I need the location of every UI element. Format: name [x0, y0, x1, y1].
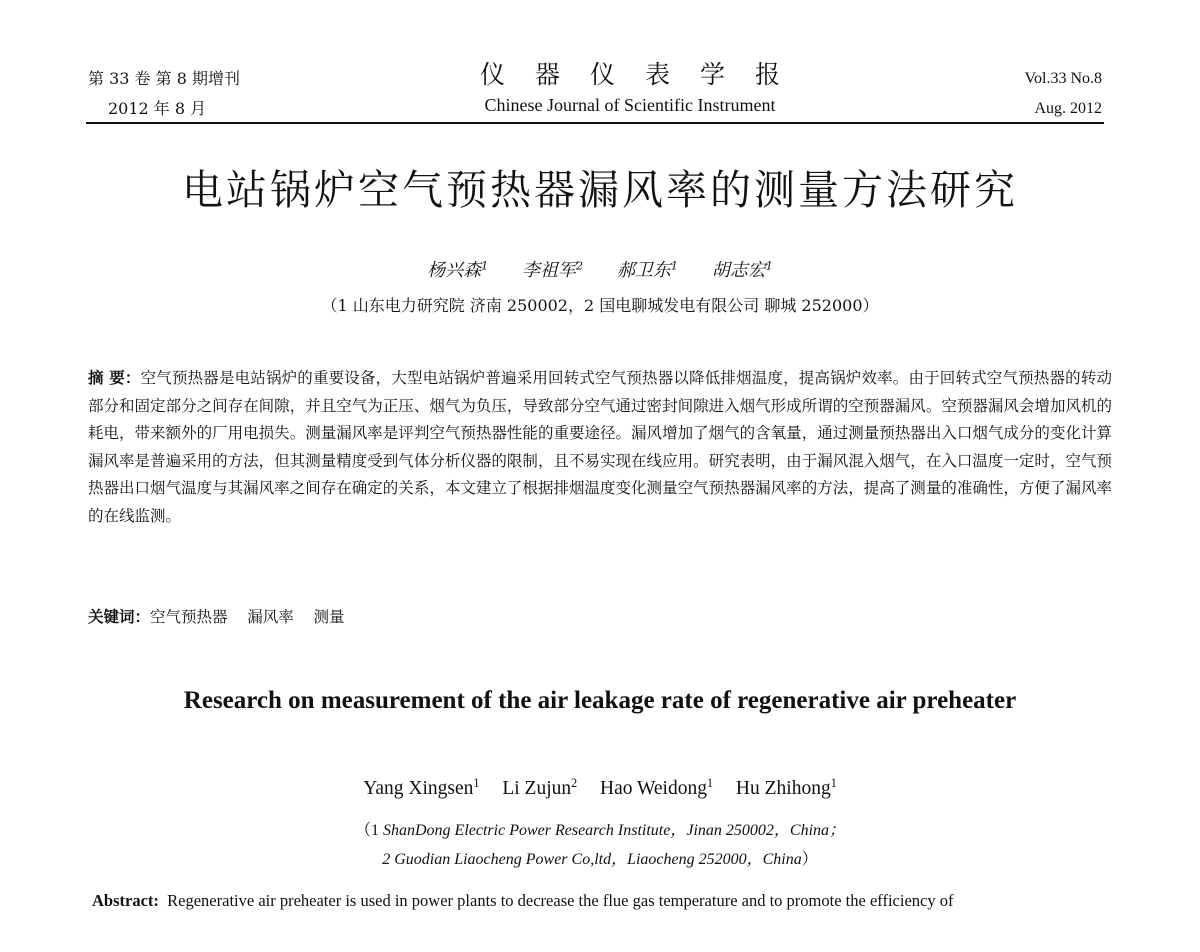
- abstract-cn-text: 空气预热器是电站锅炉的重要设备，大型电站锅炉普遍采用回转式空气预热器以降低排烟温度，提高锅炉效率。由于回转式空气预热器的转动部分和固定部分之间存在间隙，并且空气为正压、烟气为负压，导致部分空气通过密封间隙进入烟气形成所谓的空预器漏风。空预器漏风会增加风机的耗电，带来额外的厂用电损失。测量漏风率是评判空气预热器性能的重要途径。漏风增加了烟气的含氧量，通过测量预热器出入口烟气成分的变化计算漏风率是普遍采用的方法，但其测量精度受到气体分析仪器的限制，且不易实现在线应用。研究表明，由于漏风混入烟气，在入口温度一定时，空气预热器出口烟气温度与其漏风率之间存在确定的关系，本文建立了根据排烟温度变化测量空气预热器漏风率的方法，提高了测量的准确性，方便了漏风率的在线监测。: [88, 369, 1112, 525]
- volume-number-en: Vol.33 No.8: [1024, 70, 1102, 87]
- issue-date: 2012 年 8 月: [108, 99, 207, 118]
- keywords-cn-label: 关键词：: [88, 607, 151, 626]
- abstract-cn-label: 摘 要：: [88, 368, 141, 387]
- paper-title-en: Research on measurement of the air leakage rate of regenerative air preheater: [183, 687, 1017, 714]
- journal-name-cn: 仪器仪表学报: [479, 60, 810, 89]
- keywords-cn: [88, 604, 345, 630]
- volume-info-en: [1025, 64, 1103, 124]
- affiliation-cn: （1 山东电力研究院 济南 250002，2 国电聊城发电有限公司 聊城 252000）: [321, 296, 879, 315]
- abstract-cn: [88, 364, 1112, 530]
- affiliation-en-line1: （1 ShanDong Electric Power Research Institute，Jinan 250002，China；: [354, 822, 846, 839]
- author-en: Yang Xingsen$^1$: [363, 775, 480, 799]
- author-en: Li Zujun$^2$: [502, 775, 578, 799]
- keyword: 空气预热器: [150, 608, 228, 626]
- author-en: Hu Zhihong$^1$: [735, 775, 837, 799]
- author-cn: 郝卫东$^1$: [616, 259, 678, 281]
- author-en: Hao Weidong$^1$: [600, 775, 714, 799]
- journal-masthead: [430, 58, 830, 118]
- abstract-en-label: Abstract:: [92, 891, 159, 910]
- journal-name-en: Chinese Journal of Scientific Instrument: [484, 95, 776, 115]
- header-rule: [86, 122, 1104, 124]
- author-list-en: [0, 775, 1200, 803]
- affiliation-en-line2: 2 Guodian Liaocheng Power Co,ltd，Liaocheng 252000，China）: [382, 851, 818, 868]
- issue-info: [88, 64, 240, 124]
- volume-issue: 第 33 卷 第 8 期增刊: [88, 69, 240, 88]
- affiliation-en: [0, 816, 1200, 874]
- author-cn: 胡志宏$^1$: [711, 259, 773, 281]
- keyword: 漏风率: [247, 608, 294, 626]
- author-cn: 杨兴森$^1$: [427, 259, 489, 281]
- author-cn: 李祖军$^2$: [522, 259, 584, 281]
- abstract-en: [92, 886, 1112, 916]
- keyword: 测量: [313, 608, 345, 626]
- abstract-en-text: Regenerative air preheater is used in power plants to decrease the flue gas temperature and to promote the efficiency of: [167, 891, 954, 910]
- author-list-cn: [0, 258, 1200, 284]
- issue-date-en: Aug. 2012: [1034, 100, 1102, 117]
- paper-title-cn: 电站锅炉空气预热器漏风率的测量方法研究: [182, 166, 1018, 214]
